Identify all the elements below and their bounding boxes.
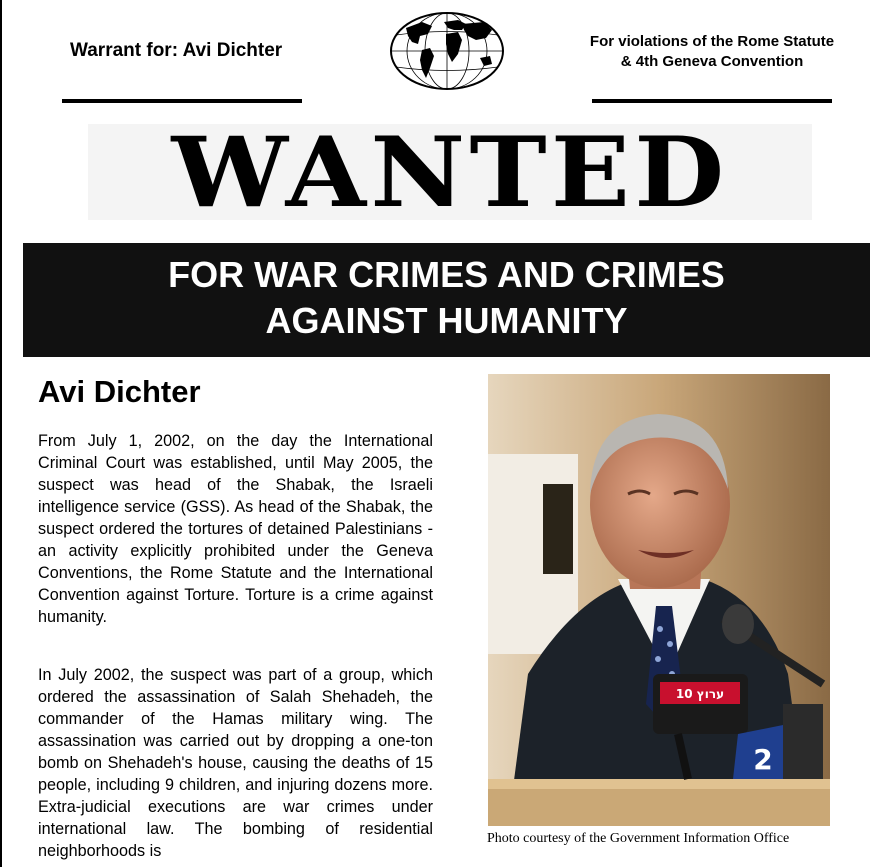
violations-line-1: For violations of the Rome Statute [589, 33, 835, 50]
left-header-rule [62, 99, 302, 103]
warrant-label: Warrant for: Avi Dichter [70, 40, 283, 61]
banner-line-1: FOR WAR CRIMES AND CRIMES [168, 254, 725, 295]
mic-number-text: 2 [753, 743, 773, 776]
mic-logo-text: ערוץ 10 [675, 687, 725, 701]
globe-icon [388, 10, 506, 92]
violations-line-2: & 4th Geneva Convention [620, 53, 804, 70]
wanted-headline: WANTED [171, 116, 729, 229]
banner-line-2: AGAINST HUMANITY [265, 300, 628, 341]
photo-caption: Photo courtesy of the Government Information Office [487, 831, 790, 846]
subject-photo [488, 374, 830, 826]
crimes-banner [23, 243, 870, 357]
left-border-line [0, 0, 2, 867]
right-header-rule [592, 99, 832, 103]
body-paragraph-2: In July 2002, the suspect was part of a group, which ordered the assassination of Salah Shehadeh, the commander of the Hamas military wing. The assassination was carried out by dropping a one-ton bomb on Shehadeh's house, causing the deaths of 15 people, including 9 children, and injuring dozens more. Extra-judicial executions are war crimes under international law. The bombing of residential neighborhoods is [38, 666, 433, 860]
violations-label [570, 32, 854, 72]
subject-name: Avi Dichter [38, 374, 201, 409]
body-paragraph-1: From July 1, 2002, on the day the International Criminal Court was established, until May 2005, the suspect was head of the Shabak, the Israeli intelligence service (GSS). As head of the Shabak, the suspect ordered the tortures of detained Palestinians - an activity explicitly prohibited under the Geneva Conventions, the Rome Statute and the International Convention against Torture. Torture is a crime against humanity. [38, 432, 433, 626]
